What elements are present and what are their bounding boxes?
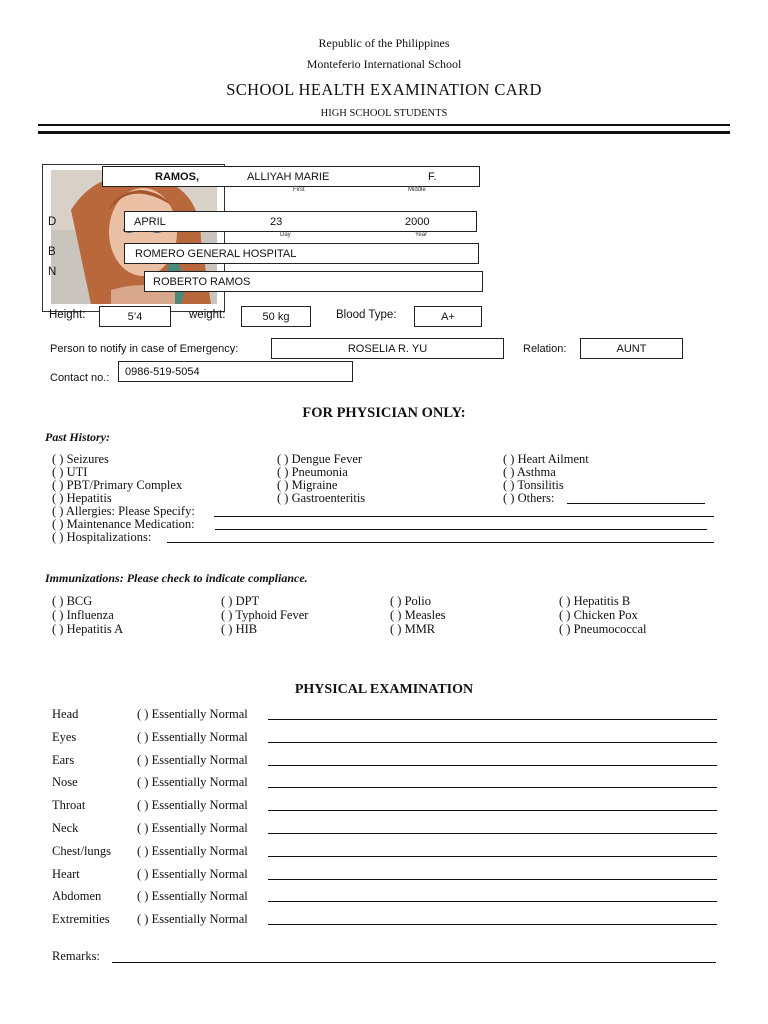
imm-hepatitis-b[interactable]: ( ) Hepatitis B (559, 594, 631, 608)
immunizations-label: Immunizations: Please check to indicate compliance. (45, 571, 308, 585)
essentially-normal-checkbox[interactable]: ( ) Essentially Normal (137, 707, 248, 721)
dob-letter: D (48, 216, 57, 228)
history-migraine[interactable]: ( ) Migraine (277, 478, 338, 492)
physical-exam-heading: PHYSICAL EXAMINATION (294, 682, 474, 697)
header-rule-top (38, 124, 730, 126)
parent-field[interactable] (144, 271, 483, 292)
exam-row-throat (0, 798, 768, 814)
exam-label: Nose (52, 775, 78, 790)
essentially-normal-checkbox[interactable]: ( ) Essentially Normal (137, 729, 248, 744)
blood-type-field[interactable] (414, 306, 482, 327)
middle-initial: F. (428, 170, 437, 183)
exam-label: Abdomen (52, 889, 102, 904)
year-caption: Year (415, 232, 428, 238)
first-name: ALLIYAH MARIE (247, 170, 330, 183)
exam-row-nose (0, 775, 768, 791)
blood-type-value: A+ (441, 310, 455, 323)
parent-letter: N (48, 266, 57, 278)
imm-bcg[interactable]: ( ) BCG (52, 594, 93, 608)
day-caption: Day (280, 232, 291, 238)
history-pbt[interactable]: ( ) PBT/Primary Complex (52, 478, 183, 492)
essentially-normal-checkbox[interactable]: ( ) Essentially Normal (137, 889, 248, 904)
remarks-line[interactable] (112, 962, 716, 963)
exam-findings-line[interactable] (268, 810, 717, 811)
header-rule-bottom (38, 131, 730, 134)
last-name: RAMOS, (155, 170, 199, 183)
exam-findings-line[interactable] (268, 833, 717, 834)
dob-day: 23 (270, 215, 283, 228)
weight-field[interactable] (241, 306, 311, 327)
exam-row-heart (0, 867, 768, 883)
remarks-label: Remarks: (52, 949, 100, 963)
exam-label: Ears (52, 752, 75, 767)
weight-value: 50 kg (262, 310, 290, 323)
school-name: Monteferio International School (306, 57, 462, 71)
imm-measles[interactable]: ( ) Measles (390, 608, 446, 622)
exam-label: Heart (52, 866, 80, 881)
contact-label: Contact no.: (50, 372, 110, 384)
exam-findings-line[interactable] (268, 787, 717, 788)
hospitalizations-label: ( ) Hospitalizations: (52, 530, 152, 544)
relation-value: AUNT (616, 342, 647, 355)
height-value: 5’4 (127, 310, 143, 323)
height-field[interactable] (99, 306, 171, 327)
exam-label: Chest/lungs (52, 843, 112, 858)
physician-heading: FOR PHYSICIAN ONLY: (302, 405, 466, 421)
exam-findings-line[interactable] (268, 742, 717, 743)
exam-label: Throat (52, 798, 86, 813)
middle-caption: Middle (408, 187, 426, 193)
hospitalizations-line[interactable] (167, 542, 714, 543)
history-others[interactable]: ( ) Others: (503, 491, 555, 505)
contact-field[interactable] (118, 361, 353, 382)
exam-findings-line[interactable] (268, 856, 717, 857)
card-title: SCHOOL HEALTH EXAMINATION CARD (226, 80, 542, 99)
birthplace-field[interactable] (124, 243, 479, 264)
notify-value: ROSELIA R. YU (347, 342, 428, 355)
notify-field[interactable] (271, 338, 504, 359)
history-heart-ailment[interactable]: ( ) Heart Ailment (503, 452, 589, 466)
dob-year: 2000 (405, 215, 430, 228)
history-uti[interactable]: ( ) UTI (52, 465, 88, 479)
essentially-normal-checkbox[interactable]: ( ) Essentially Normal (137, 821, 248, 835)
past-history-label: Past History: (45, 430, 110, 444)
exam-findings-line[interactable] (268, 924, 717, 925)
imm-chicken-pox[interactable]: ( ) Chicken Pox (559, 608, 638, 622)
first-caption: First (293, 187, 305, 193)
exam-row-abdomen (0, 889, 768, 905)
blood-type-label: Blood Type: (336, 309, 397, 321)
exam-row-chest-lungs (0, 844, 768, 860)
exam-label: Extremities (52, 912, 110, 927)
relation-label: Relation: (523, 343, 567, 355)
essentially-normal-checkbox[interactable]: ( ) Essentially Normal (137, 843, 248, 858)
exam-label: Neck (52, 821, 79, 835)
exam-findings-line[interactable] (268, 719, 717, 720)
exam-label: Head (52, 707, 79, 721)
imm-influenza[interactable]: ( ) Influenza (52, 608, 114, 622)
exam-row-head (0, 707, 768, 723)
maintenance-line[interactable] (215, 529, 707, 530)
essentially-normal-checkbox[interactable]: ( ) Essentially Normal (137, 912, 248, 927)
essentially-normal-checkbox[interactable]: ( ) Essentially Normal (137, 798, 248, 813)
birthplace-value: ROMERO GENERAL HOSPITAL (135, 247, 297, 260)
contact-value: 0986-519-5054 (125, 365, 200, 378)
essentially-normal-checkbox[interactable]: ( ) Essentially Normal (137, 775, 248, 790)
history-hepatitis[interactable]: ( ) Hepatitis (52, 491, 112, 505)
imm-polio[interactable]: ( ) Polio (390, 594, 431, 608)
relation-field[interactable] (580, 338, 683, 359)
imm-mmr[interactable]: ( ) MMR (390, 622, 436, 636)
exam-findings-line[interactable] (268, 765, 717, 766)
history-tonsilitis[interactable]: ( ) Tonsilitis (503, 478, 564, 492)
imm-typhoid[interactable]: ( ) Typhoid Fever (221, 608, 309, 622)
history-dengue[interactable]: ( ) Dengue Fever (277, 452, 363, 466)
exam-findings-line[interactable] (268, 879, 717, 880)
allergies-line[interactable] (214, 516, 714, 517)
exam-row-neck (0, 821, 768, 837)
exam-findings-line[interactable] (268, 901, 717, 902)
weight-label: weight: (189, 309, 226, 321)
history-asthma[interactable]: ( ) Asthma (503, 465, 556, 479)
card-subtitle: HIGH SCHOOL STUDENTS (320, 108, 448, 119)
essentially-normal-checkbox[interactable]: ( ) Essentially Normal (137, 866, 248, 881)
republic-text: Republic of the Philippines (318, 36, 450, 50)
maintenance-label: ( ) Maintenance Medication: (52, 517, 195, 531)
name-field[interactable] (102, 166, 480, 187)
imm-dpt[interactable]: ( ) DPT (221, 594, 260, 608)
others-line[interactable] (567, 503, 705, 504)
birthplace-letter: B (48, 246, 56, 258)
dob-field[interactable] (124, 211, 477, 232)
imm-pneumococcal[interactable]: ( ) Pneumococcal (559, 622, 647, 636)
exam-row-eyes (0, 730, 768, 746)
parent-value: ROBERTO RAMOS (153, 275, 251, 288)
height-label: Height: (49, 309, 86, 321)
essentially-normal-checkbox[interactable]: ( ) Essentially Normal (137, 752, 248, 767)
allergies-label: ( ) Allergies: Please Specify: (52, 504, 195, 518)
notify-label: Person to notify in case of Emergency: (50, 343, 239, 355)
exam-row-extremities (0, 912, 768, 928)
imm-hib[interactable]: ( ) HIB (221, 622, 258, 636)
exam-label: Eyes (52, 729, 77, 744)
history-pneumonia[interactable]: ( ) Pneumonia (277, 465, 348, 479)
exam-row-ears (0, 753, 768, 769)
imm-hepatitis-a[interactable]: ( ) Hepatitis A (52, 622, 124, 636)
history-gastroenteritis[interactable]: ( ) Gastroenteritis (277, 491, 366, 505)
history-seizures[interactable]: ( ) Seizures (52, 452, 109, 466)
dob-month: APRIL (134, 215, 166, 228)
